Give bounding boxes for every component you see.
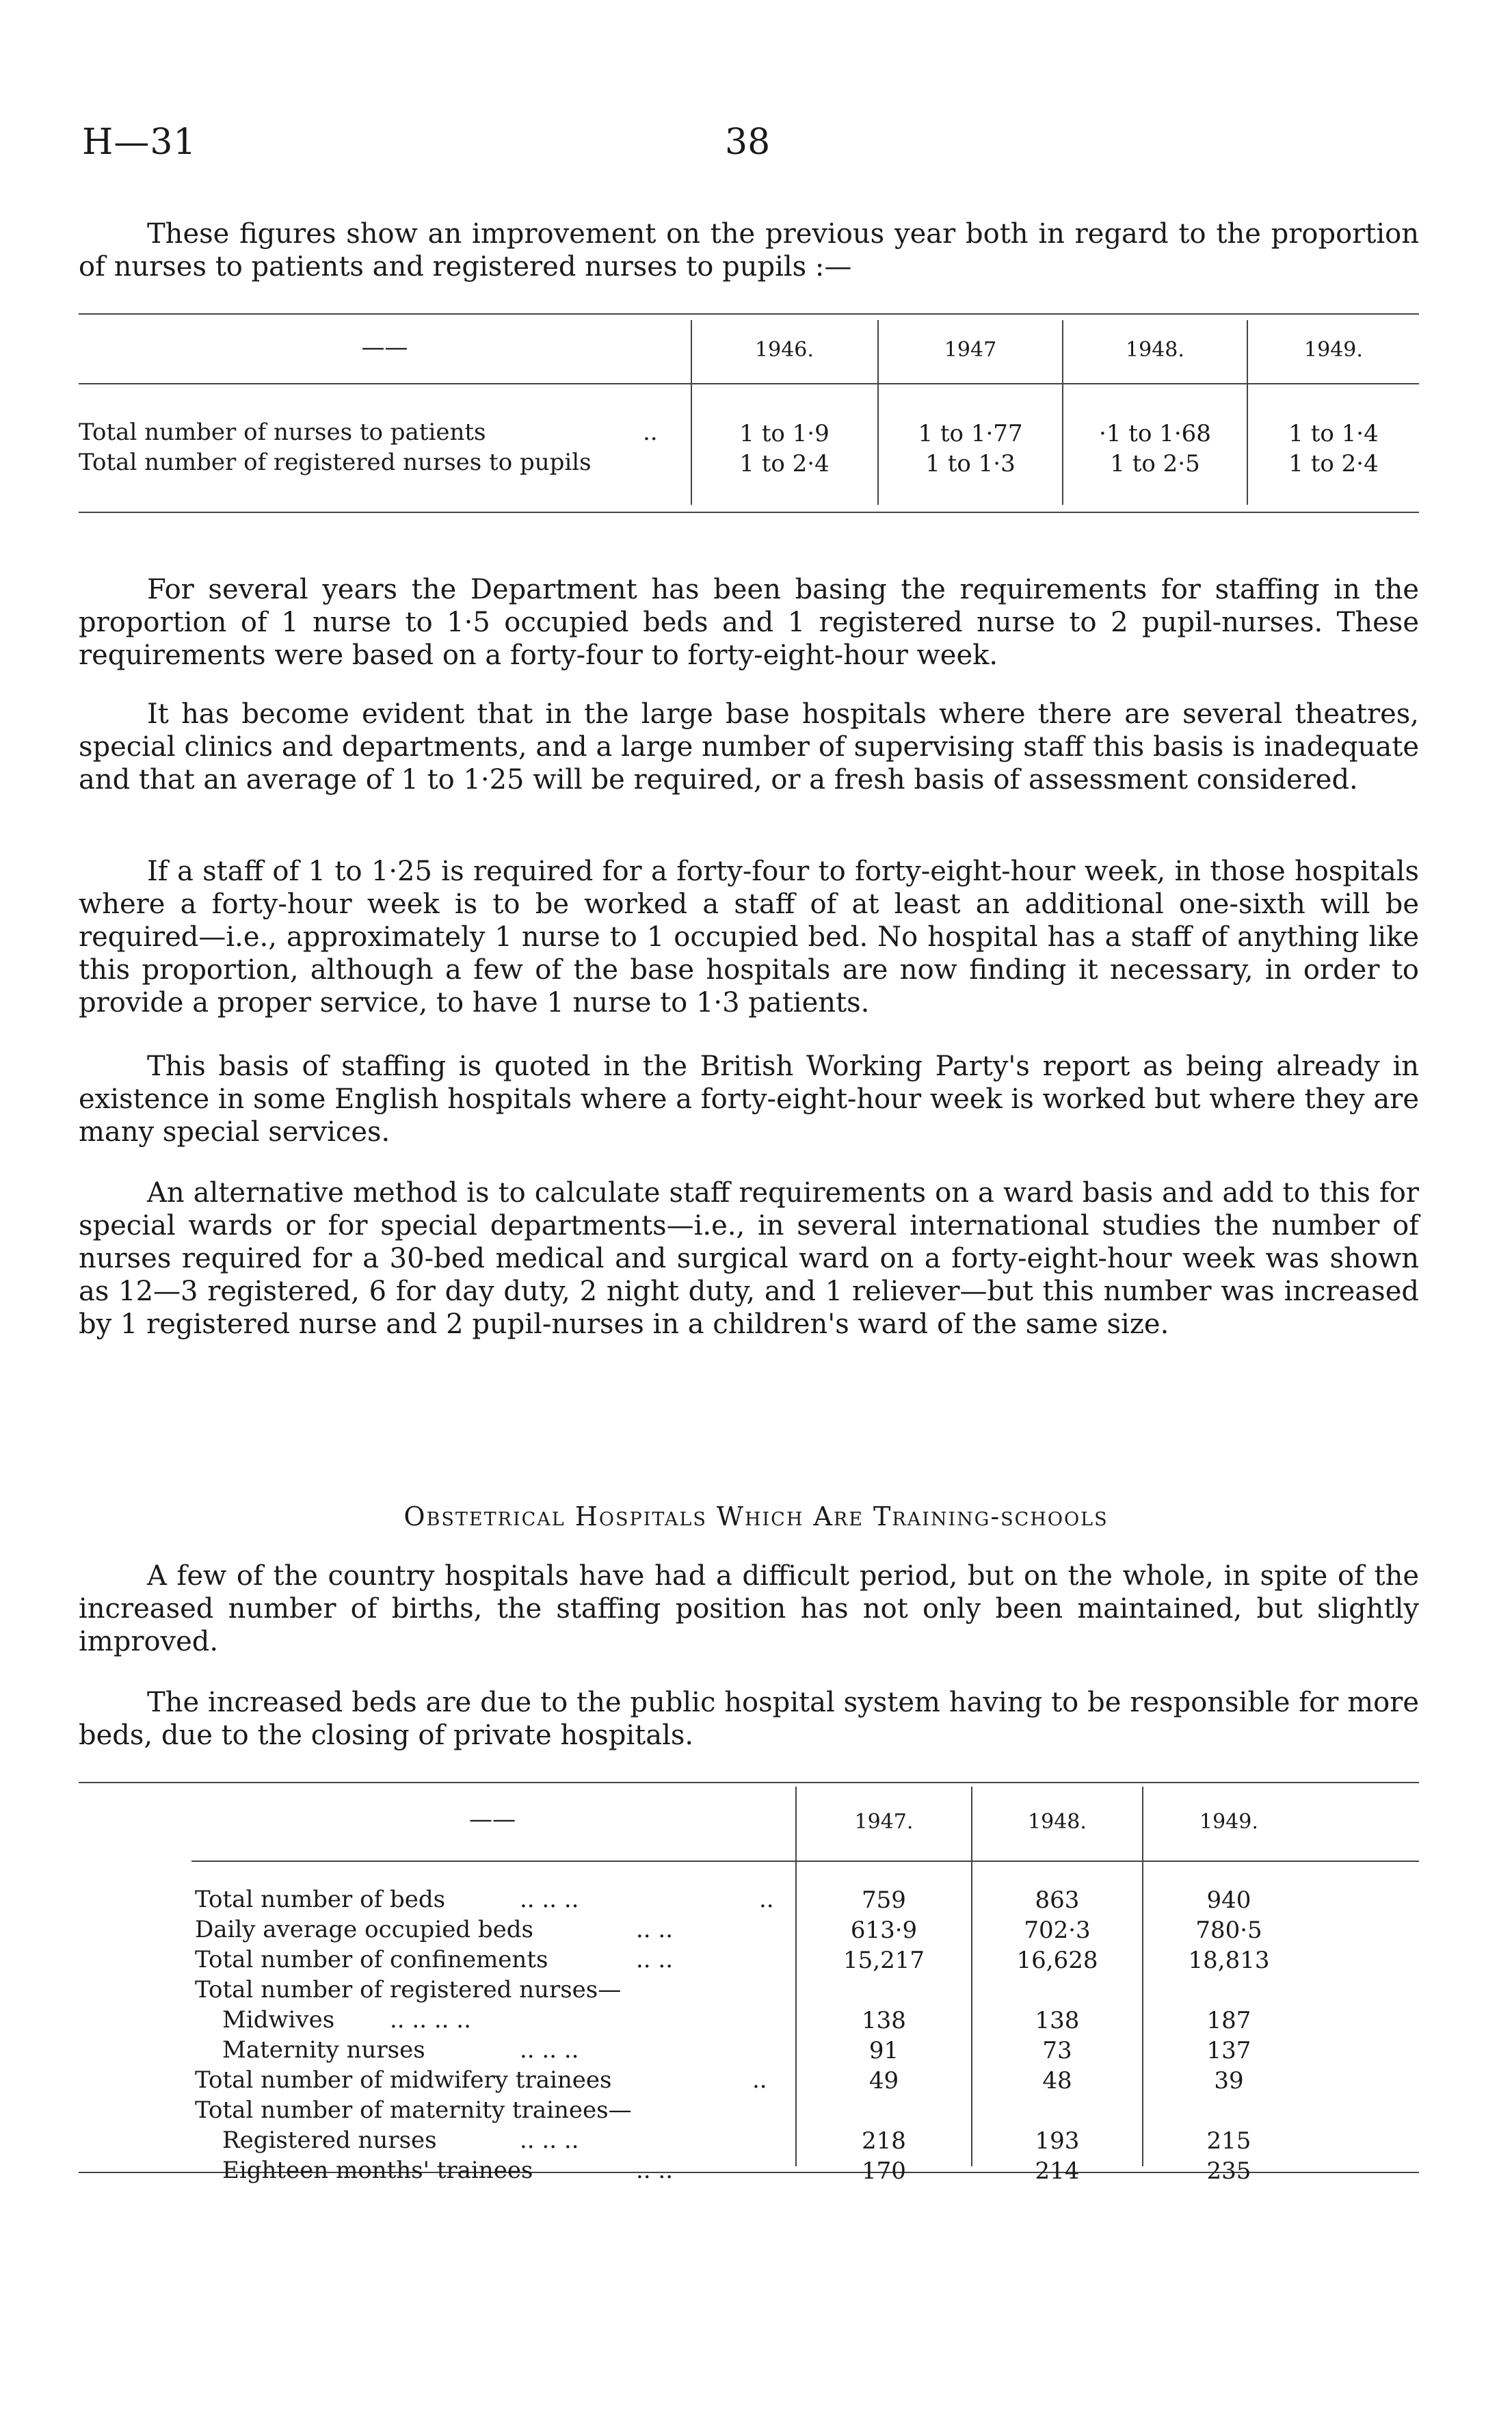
row-leader: .. .. bbox=[636, 1916, 674, 1943]
column-header: 1946. bbox=[755, 338, 814, 362]
table-cell: 218 bbox=[862, 2127, 906, 2155]
table-cell: ·1 to 1·68 bbox=[1099, 420, 1211, 447]
column-header: 1949. bbox=[1304, 338, 1363, 362]
page-number: 38 bbox=[725, 122, 771, 163]
table-cell: 193 bbox=[1035, 2127, 1080, 2155]
row-leader: .. .. .. bbox=[520, 2036, 579, 2064]
row-leader: .. .. bbox=[636, 1946, 674, 1973]
row-leader: .. bbox=[752, 2066, 767, 2094]
table-cell: 39 bbox=[1214, 2067, 1244, 2094]
table-cell: 235 bbox=[1206, 2157, 1251, 2185]
row-leader: .. bbox=[643, 419, 658, 446]
row-label: Midwives bbox=[222, 2006, 335, 2034]
table-corner: —— bbox=[361, 334, 408, 361]
column-divider bbox=[795, 1787, 797, 2166]
row-label: Eighteen months' trainees bbox=[222, 2157, 533, 2184]
body-paragraph: It has become evident that in the large base hospitals where there are several theatres, special clinics and departments, and a large number of supervising staff this basis is inadequate and that an average of 1 to 1·25 will be required, or a fresh basis of assessment considered. bbox=[79, 698, 1419, 796]
row-label: Total number of nurses to patients bbox=[79, 419, 486, 446]
table-cell: 138 bbox=[1035, 2007, 1080, 2034]
table-cell: 780·5 bbox=[1195, 1917, 1262, 1944]
table-cell: 48 bbox=[1042, 2067, 1072, 2094]
column-divider bbox=[971, 1787, 972, 2166]
table-cell: 15,217 bbox=[843, 1947, 925, 1974]
table-cell: 214 bbox=[1035, 2157, 1080, 2185]
row-label: Registered nurses bbox=[222, 2127, 437, 2154]
section-paragraph: The increased beds are due to the public hospital system having to be responsible for more beds, due to the closing of private hospitals. bbox=[79, 1687, 1419, 1751]
table-cell: 1 to 1·9 bbox=[739, 420, 830, 447]
row-label: Total number of registered nurses— bbox=[195, 1976, 622, 2003]
table-cell: 940 bbox=[1206, 1887, 1251, 1914]
column-header: 1947. bbox=[854, 1810, 914, 1834]
table-cell: 1 to 2·4 bbox=[1288, 450, 1379, 477]
body-paragraph: An alternative method is to calculate staff requirements on a ward basis and add to this for special wards or for special departments—i.e., in several international studies the number of nurses required for a 30-bed medical and surgical ward on a forty-eight-hour week was shown as 12—3 registered, 6 for day duty, 2 night duty, and 1 reliever—but this number was increased by 1 registered nurse and 2 pupil-nurses in a children's ward of the same size. bbox=[79, 1177, 1419, 1340]
table-cell: 137 bbox=[1206, 2037, 1251, 2064]
table-cell: 91 bbox=[868, 2037, 899, 2064]
table-rule-header bbox=[79, 383, 1419, 384]
table-cell: 49 bbox=[868, 2067, 899, 2094]
table-cell: 1 to 1·3 bbox=[925, 450, 1016, 477]
table-cell: 170 bbox=[862, 2157, 906, 2185]
table-cell: 73 bbox=[1042, 2037, 1072, 2064]
table-cell: 759 bbox=[862, 1887, 906, 1914]
column-header: 1947 bbox=[944, 338, 997, 362]
table-cell: 1 to 2·5 bbox=[1110, 450, 1200, 477]
row-leader: .. .. bbox=[636, 2157, 674, 2184]
row-label: Total number of registered nurses to pupils bbox=[79, 449, 592, 476]
table-cell: 16,628 bbox=[1016, 1947, 1098, 1974]
row-label: Maternity nurses bbox=[222, 2036, 425, 2064]
body-paragraph: This basis of staffing is quoted in the British Working Party's report as being already in existence in some English hospitals where a forty-eight-hour week is worked but where they are many special services. bbox=[79, 1051, 1419, 1148]
intro-paragraph: These figures show an improvement on the previous year both in regard to the proportion of nurses to patients and registered nurses to pupils :— bbox=[79, 218, 1419, 282]
table-cell: 1 to 1·4 bbox=[1288, 420, 1379, 447]
table-cell: 215 bbox=[1206, 2127, 1251, 2155]
row-leader: .. bbox=[759, 1886, 774, 1913]
table-cell: 1 to 2·4 bbox=[739, 450, 830, 477]
row-label: Total number of maternity trainees— bbox=[195, 2097, 632, 2124]
table-rule-top bbox=[79, 313, 1419, 315]
table-rule-bottom bbox=[79, 512, 1419, 513]
table-cell: 863 bbox=[1035, 1887, 1080, 1914]
table-cell: 1 to 1·77 bbox=[918, 420, 1023, 447]
column-divider bbox=[1142, 1787, 1143, 2166]
row-label: Total number of confinements bbox=[195, 1946, 548, 1973]
table-cell: 702·3 bbox=[1024, 1917, 1091, 1944]
section-paragraph: A few of the country hospitals have had a difficult period, but on the whole, in spite of the increased number of births, the staffing position has not only been maintained, but slightly improved. bbox=[79, 1560, 1419, 1657]
column-header: 1949. bbox=[1199, 1810, 1258, 1834]
body-paragraph: If a staff of 1 to 1·25 is required for a forty-four to forty-eight-hour week, in those hospitals where a forty-hour week is to be worked a staff of at least an additional one-sixth will be required—i.e., approximately 1 nurse to 1 occupied bed. No hospital has a staff of anything like this proportion, although a few of the base hospitals are now finding it necessary, in order to provide a proper service, to have 1 nurse to 1·3 patients. bbox=[79, 856, 1419, 1019]
row-label: Total number of midwifery trainees bbox=[195, 2066, 612, 2094]
column-header: 1948. bbox=[1028, 1810, 1087, 1834]
row-leader: .. .. .. bbox=[520, 1886, 579, 1913]
table-rule-header bbox=[191, 1861, 1419, 1862]
section-heading: Obstetrical Hospitals Which Are Training-schools bbox=[403, 1501, 1109, 1532]
row-label: Daily average occupied beds bbox=[195, 1916, 533, 1943]
table-cell: 187 bbox=[1206, 2007, 1251, 2034]
table-cell: 613·9 bbox=[850, 1917, 918, 1944]
table-cell: 138 bbox=[862, 2007, 906, 2034]
row-leader: .. .. .. bbox=[520, 2127, 579, 2154]
table-corner: —— bbox=[469, 1806, 516, 1833]
table-cell: 18,813 bbox=[1188, 1947, 1270, 1974]
row-leader: .. .. .. .. bbox=[390, 2006, 471, 2034]
document-reference: H—31 bbox=[82, 122, 197, 163]
table-rule-top bbox=[79, 1782, 1419, 1783]
row-label: Total number of beds bbox=[195, 1886, 446, 1913]
column-header: 1948. bbox=[1126, 338, 1184, 362]
body-paragraph: For several years the Department has been basing the requirements for staffing in the proportion of 1 nurse to 1·5 occupied beds and 1 registered nurse to 2 pupil-nurses. These requirements were based on a forty-four to forty-eight-hour week. bbox=[79, 574, 1419, 671]
